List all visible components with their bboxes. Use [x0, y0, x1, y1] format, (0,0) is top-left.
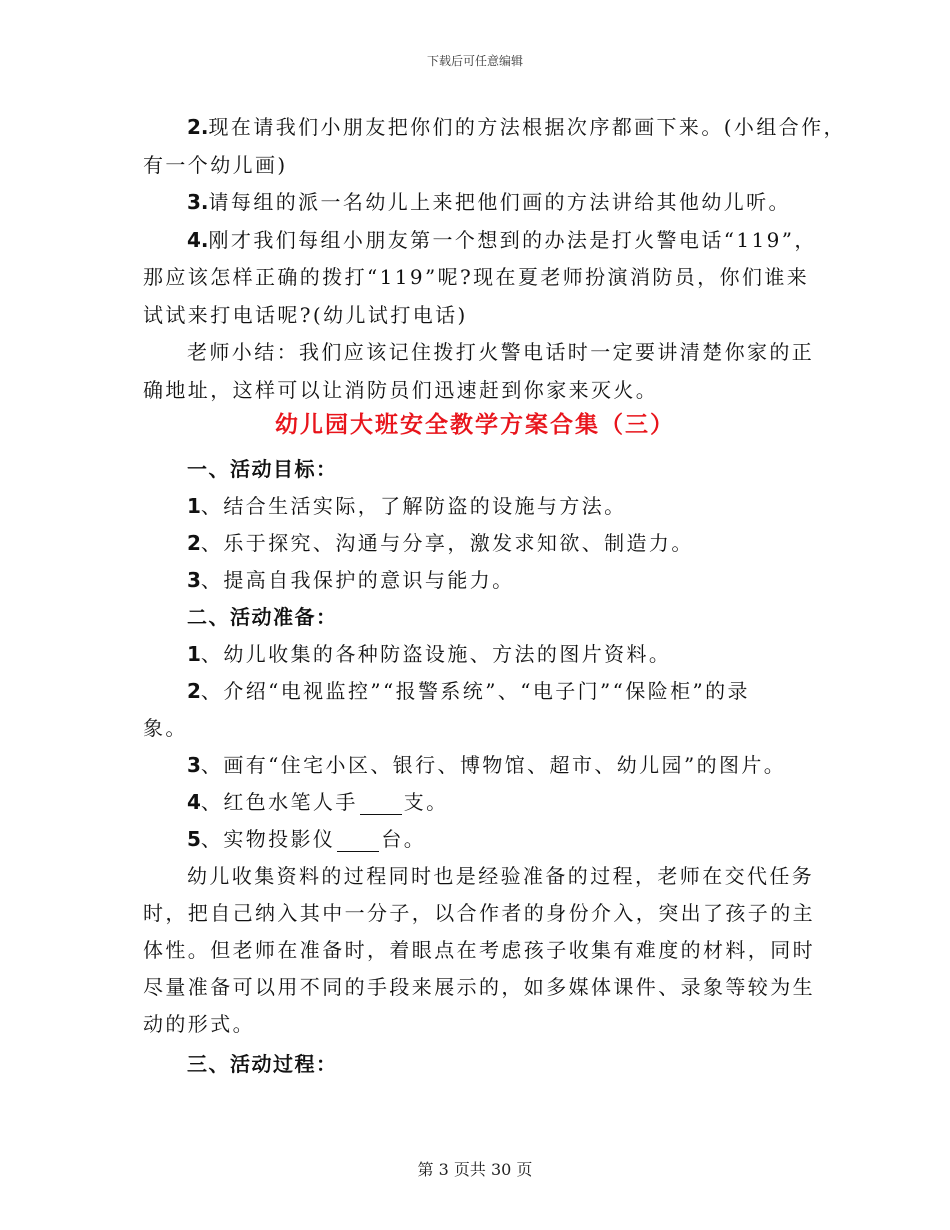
item-text: 、幼儿收集的各种防盗设施、方法的图片资料。 [200, 642, 672, 666]
prep-item-5 [187, 826, 426, 852]
prep-heading: 二、活动准备： [187, 605, 338, 629]
step-number: 4. [187, 228, 209, 252]
prep-item-1 [187, 641, 671, 667]
item-text: 、介绍“电视监控”“报警系统”、“电子门”“保险柜”的录 [200, 679, 750, 703]
prep-para-line-4: 尽量准备可以用不同的手段来展示的，如多媒体课件、录象等较为生 [143, 975, 815, 999]
step-number: 2. [187, 115, 209, 139]
goal-item-1 [187, 493, 627, 519]
process-heading: 三、活动过程： [187, 1052, 338, 1076]
item-text: 、提高自我保护的意识与能力。 [200, 568, 515, 592]
item-text: 、乐于探究、沟通与分享，激发求知欲、制造力。 [200, 531, 694, 555]
item-number: 4 [187, 790, 201, 814]
item-number: 3 [187, 753, 201, 777]
prep-item-3 [187, 752, 786, 778]
item-text-end: 支。 [403, 790, 449, 814]
item-text: 、红色水笔人手 [200, 790, 358, 814]
item-text: 、结合生活实际，了解防盗的设施与方法。 [200, 494, 627, 518]
item-number: 1 [187, 642, 201, 666]
item-number: 3 [187, 568, 201, 592]
prep-para-line-3: 体性。但老师在准备时，着眼点在考虑孩子收集有难度的材料，同时 [143, 938, 815, 962]
item-number: 5 [187, 827, 201, 851]
step-2-line-1 [187, 114, 846, 140]
prep-item-2-line-2: 象。 [143, 716, 188, 740]
step-4-line-3: 试试来打电话呢?(幼儿试打电话) [143, 303, 468, 327]
item-text: 、实物投影仪 [200, 827, 336, 851]
prep-para-line-1: 幼儿收集资料的过程同时也是经验准备的过程，老师在交代任务 [187, 864, 815, 888]
item-text-end: 台。 [381, 827, 427, 851]
fill-blank [360, 796, 402, 815]
page-footer: 第 3 页共 30 页 [417, 1160, 533, 1179]
fill-blank [337, 833, 379, 852]
summary-line-2: 确地址，这样可以让消防员们迅速赶到你家来灭火。 [143, 378, 659, 402]
step-4-line-1 [187, 227, 817, 253]
step-2-line-2: 有一个幼儿画) [143, 153, 288, 177]
page-header: 下载后可任意编辑 [426, 54, 523, 68]
step-number: 3. [187, 190, 209, 214]
step-text: 刚才我们每组小朋友第一个想到的办法是打火警电话“119”， [208, 228, 817, 252]
step-3-line [187, 189, 791, 215]
prep-para-line-5: 动的形式。 [143, 1012, 255, 1036]
item-text: 、画有“住宅小区、银行、博物馆、超市、幼儿园”的图片。 [200, 753, 787, 777]
item-number: 2 [187, 679, 201, 703]
prep-para-line-2: 时，把自己纳入其中一分子，以合作者的身份介入，突出了孩子的主 [143, 901, 815, 925]
prep-item-2-line-1 [187, 678, 750, 704]
prep-item-4 [187, 789, 449, 815]
summary-line-1: 老师小结：我们应该记住拨打火警电话时一定要讲清楚你家的正 [187, 340, 815, 364]
item-number: 1 [187, 494, 201, 518]
goal-item-2 [187, 530, 694, 556]
section-title: 幼儿园大班安全教学方案合集（三） [275, 412, 675, 438]
step-text: 现在请我们小朋友把你们的方法根据次序都画下来。(小组合作， [208, 115, 846, 139]
item-number: 2 [187, 531, 201, 555]
goals-heading: 一、活动目标： [187, 457, 338, 481]
goal-item-3 [187, 567, 515, 593]
step-4-line-2: 那应该怎样正确的拨打“119”呢?现在夏老师扮演消防员，你们谁来 [143, 265, 810, 289]
step-text: 请每组的派一名幼儿上来把他们画的方法讲给其他幼儿听。 [208, 190, 791, 214]
